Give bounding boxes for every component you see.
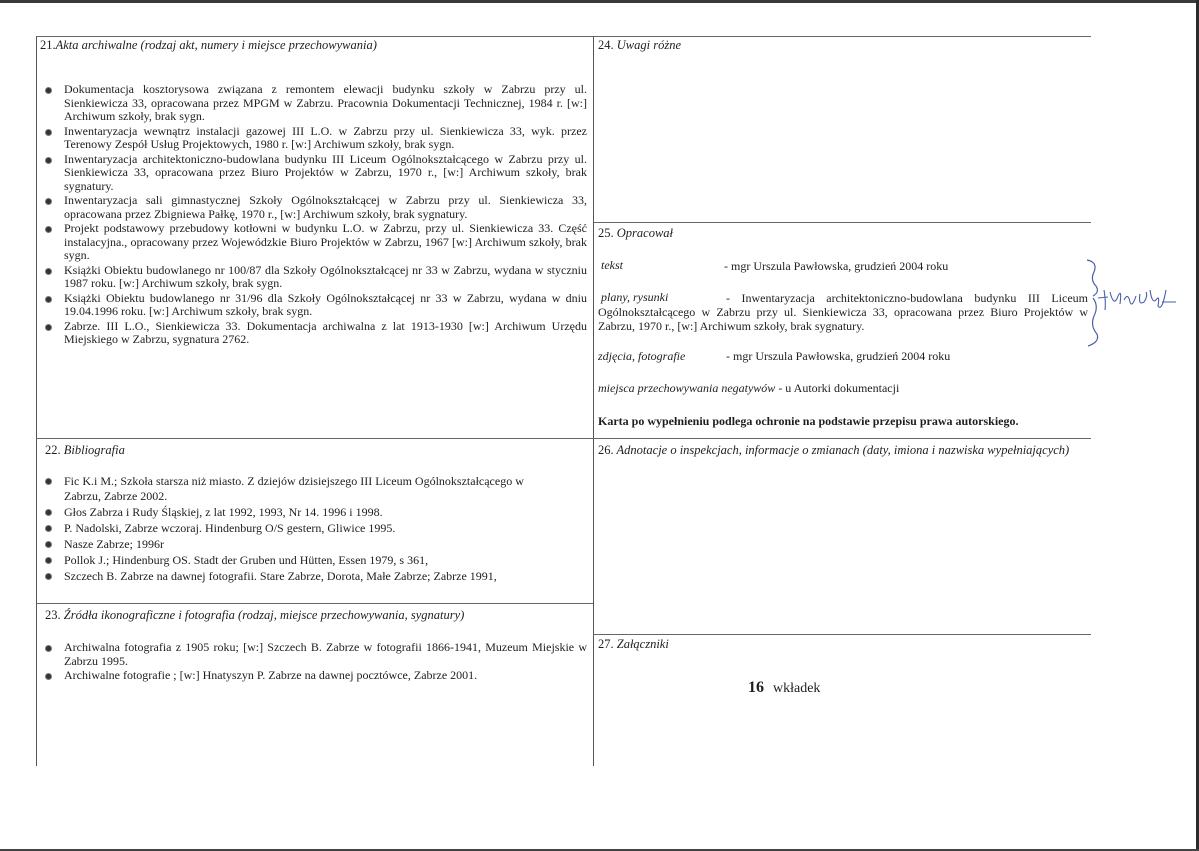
s21-list-item: Projekt podstawowy przebudowy kotłowni w budynku L.O. w Zabrzu, przy ul. Sienkiewicza 33. Część instalacyjna., opracowany przez Wojewódzkie Biuro Projektów w Zabrzu, 1967 [w:] Archiwum szkoły, brak sygn. [42, 222, 587, 263]
s25-zdjecia-label: zdjęcia, fotografie [598, 349, 686, 363]
s22-list-item: Głos Zabrza i Rudy Śląskiej, z lat 1992, 1993, Nr 14. 1996 i 1998. [42, 505, 562, 520]
s22-title-text: Bibliografia [63, 443, 125, 457]
s22-list-item: Szczech B. Zabrze na dawnej fotografii. Stare Zabrze, Dorota, Małe Zabrze; Zabrze 1991, [42, 569, 562, 584]
s25-plany-value-1: - Inwentaryzacja architektoniczno-budowlana budynku III Liceum [726, 291, 1088, 305]
s23-list-item: Archiwalna fotografia z 1905 roku; [w:] Szczech B. Zabrze w fotografii 1866-1941, Muzeum Miejskie w Zabrzu 1995. [42, 641, 587, 668]
s24-title-text: Uwagi różne [616, 38, 681, 52]
s27-attachments-label: wkładek [773, 681, 821, 696]
s25-number: 25. [598, 226, 614, 240]
s25-top-line [593, 222, 1091, 223]
s22-title [45, 443, 125, 458]
s25-title-text: Opracował [616, 226, 673, 240]
s25-zdjecia-value: - mgr Urszula Pawłowska, grudzień 2004 roku [726, 349, 951, 363]
s26-title [598, 443, 1069, 458]
s25-negatywy-value: - u Autorki dokumentacji [778, 381, 900, 395]
s23-number: 23. [45, 608, 61, 622]
s22-list-item: Pollok J.; Hindenburg OS. Stadt der Gruben und Hütten, Essen 1979, s 361, [42, 553, 562, 568]
s21-list-item: Inwentaryzacja sali gimnastycznej Szkoły Ogólnokształcącej w Zabrzu przy ul. Sienkiewicza 33, opracowana przez Zbigniewa Pałkę, 1970 r., [w:] Archiwum szkoły, brak sygnatury. [42, 194, 587, 221]
s22-list [42, 474, 562, 585]
s22-list-item: Nasze Zabrze; 1996r [42, 537, 562, 552]
s22-list-item: Fic K.i M.; Szkoła starsza niż miasto. Z dziejów dzisiejszego III Liceum Ogólnokształcącego w Zabrzu, Zabrze 2002. [42, 474, 562, 504]
s27-attachments-count: 16 [748, 679, 764, 696]
s21-list [42, 83, 587, 348]
s25-tekst-value: - mgr Urszula Pawłowska, grudzień 2004 roku [724, 259, 949, 273]
s21-top-line [36, 36, 593, 37]
s24-number: 24. [598, 38, 614, 52]
s25-plany-value-2: Ogólnokształcącego w Zabrzu przy ul. Sienkiewicza 33, opracowana przez Biuro Projektów w [598, 305, 1088, 319]
s26-top-line [593, 438, 1091, 439]
s27-top-line [593, 634, 1091, 635]
scan-edge-top [0, 0, 1199, 3]
s27-attachments-count-row [748, 681, 820, 696]
s21-title-text: Akta archiwalne (rodzaj akt, numery i miejsce przechowywania) [55, 38, 377, 52]
s21-list-item: Inwentaryzacja architektoniczno-budowlana budynku III Liceum Ogólnokształcącego w Zabrzu przy ul. Sienkiewicza 33, opracowana przez Biuro Projektów w Zabrzu, 1970 r., [w:] Archiwum szkoły, brak sygnatury. [42, 153, 587, 194]
s21-list-item: Książki Obiektu budowlanego nr 100/87 dla Szkoły Ogólnokształcącej nr 33 w Zabrzu, wydana w styczniu 1987 roku. [w:] Archiwum szkoły, brak sygn. [42, 264, 587, 291]
s25-plany-value-3: Zabrzu, 1970 r., [w:] Archiwum szkoły, brak sygnatury. [598, 319, 865, 333]
s24-title [598, 38, 681, 53]
s21-list-item: Inwentaryzacja wewnątrz instalacji gazowej III L.O. w Zabrzu przy ul. Sienkiewicza 33, wyk. przez Terenowy Zespół Usług Projektowych, 1980 r. [w:] Archiwum szkoły, brak sygn. [42, 125, 587, 152]
s23-list [42, 641, 587, 684]
handwritten-signature [1096, 282, 1180, 316]
s25-negatywy-label: miejsca przechowywania negatywów [598, 381, 776, 395]
s24-top-line [593, 36, 1091, 37]
s21-title [40, 38, 377, 53]
s23-title-text: Źródła ikonograficzne i fotografia (rodzaj, miejsce przechowywania, sygnatury) [63, 608, 465, 622]
s26-title-text: Adnotacje o inspekcjach, informacje o zmianach (daty, imiona i nazwiska wypełniających) [616, 443, 1070, 457]
s21-list-item: Dokumentacja kosztorysowa związana z remontem elewacji budynku szkoły w Zabrzu przy ul. Sienkiewicza 33, opracowana przez MPGM w Zabrzu. Pracownia Dokumentacji Technicznej, 1984 r. [w:] Archiwum szkoły, brak sygn. [42, 83, 587, 124]
s21-list-item: Książki Obiektu budowlanego nr 31/96 dla Szkoły Ogólnokształcącej nr 33 w Zabrzu, wydana w dniu 19.04.1996 roku. [w:] Archiwum szkoły, brak sygn. [42, 292, 587, 319]
s27-title-text: Załączniki [616, 637, 669, 651]
s21-list-item: Zabrze. III L.O., Sienkiewicza 33. Dokumentacja archiwalna z lat 1913-1930 [w:] Archiwum Urzędu Miejskiego w Zabrzu, sygnatura 2762. [42, 320, 587, 347]
s27-number: 27. [598, 637, 614, 651]
s25-tekst-label: tekst [601, 258, 623, 272]
s23-list-item: Archiwalne fotografie ; [w:] Hnatyszyn P. Zabrze na dawnej pocztówce, Zabrze 2001. [42, 669, 587, 683]
s22-top-line [36, 438, 593, 439]
s25-negatywy-row [598, 381, 899, 395]
s21-number: 21. [40, 38, 56, 52]
s25-plany-label: plany, rysunki [601, 290, 669, 304]
s23-top-line [36, 603, 593, 604]
s22-number: 22. [45, 443, 61, 457]
s25-copyright-notice: Karta po wypełnieniu podlega ochronie na podstawie przepisu prawa autorskiego. [598, 414, 1019, 428]
left-border-line [36, 36, 37, 766]
s22-list-item: P. Nadolski, Zabrze wczoraj. Hindenburg O/S gestern, Gliwice 1995. [42, 521, 562, 536]
s25-title [598, 226, 673, 241]
s26-number: 26. [598, 443, 614, 457]
center-divider-line [593, 36, 594, 766]
s27-title [598, 637, 669, 652]
s23-title [45, 608, 464, 623]
